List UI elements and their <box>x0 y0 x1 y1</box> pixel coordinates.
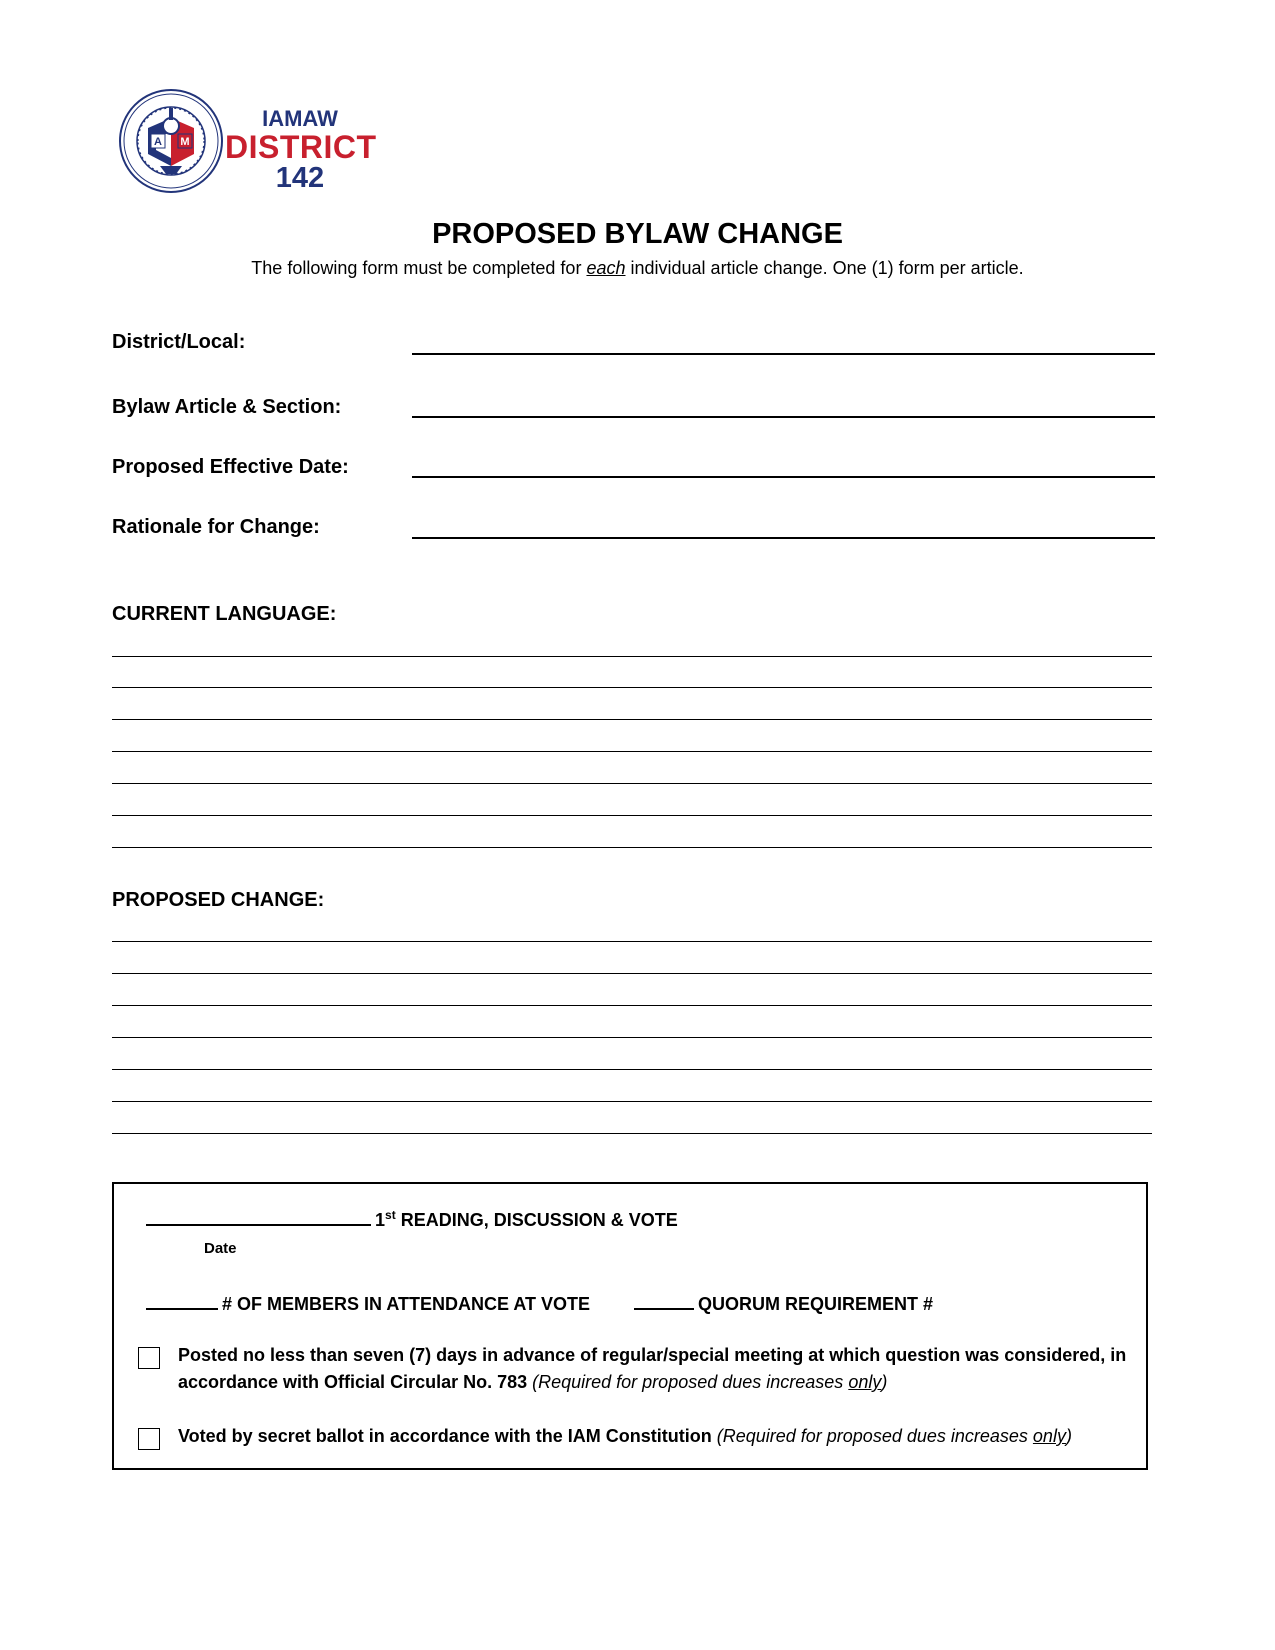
proposed-change-line[interactable] <box>112 1037 1152 1038</box>
logo-district: DISTRICT <box>225 129 377 165</box>
field-label-article-section: Bylaw Article & Section: <box>112 396 342 418</box>
posted-line-1: Posted no less than seven (7) days in advance of regular/special meeting at which question was considered, in <box>178 1345 1127 1365</box>
iam-seal-icon <box>118 88 224 194</box>
proposed-change-line[interactable] <box>112 1005 1152 1006</box>
current-language-line[interactable] <box>112 687 1152 688</box>
posted-note-close: ) <box>881 1372 888 1392</box>
posted-checkbox[interactable] <box>138 1347 160 1369</box>
proposed-change-line[interactable] <box>112 1101 1152 1102</box>
posted-line-2-bold: accordance with Official Circular No. 783 <box>178 1372 533 1392</box>
district-logo <box>118 88 378 198</box>
field-label-district-local: District/Local: <box>112 331 246 353</box>
posted-line-2 <box>178 1369 1138 1396</box>
proposed-change-line[interactable] <box>112 973 1152 974</box>
reading-suffix: st <box>385 1208 396 1222</box>
date-caption: Date <box>204 1240 237 1257</box>
logo-number: 142 <box>275 162 325 194</box>
secret-ballot-checkbox[interactable] <box>138 1428 160 1450</box>
seal-letter-m: M <box>180 136 190 148</box>
posted-line-2-note <box>532 1372 887 1392</box>
secret-ballot-note-text: (Required for proposed dues increases <box>716 1426 1033 1446</box>
field-label-effective-date: Proposed Effective Date: <box>112 456 349 478</box>
logo-wordmark <box>225 108 375 193</box>
current-language-line[interactable] <box>112 719 1152 720</box>
page-subtitle <box>0 258 1275 279</box>
vote-record-box <box>112 1182 1148 1470</box>
proposed-change-line[interactable] <box>112 1133 1152 1134</box>
current-language-line[interactable] <box>112 815 1152 816</box>
posted-note-only: only <box>848 1372 882 1392</box>
page-title: PROPOSED BYLAW CHANGE <box>432 218 843 250</box>
field-line-article-section[interactable] <box>412 416 1155 418</box>
reading-date-line[interactable] <box>146 1210 371 1226</box>
current-language-line[interactable] <box>112 847 1152 848</box>
secret-ballot-note-only: only <box>1032 1426 1066 1446</box>
quorum-label: QUORUM REQUIREMENT # <box>698 1294 934 1314</box>
reading-label: READING, DISCUSSION & VOTE <box>395 1210 678 1230</box>
quorum-row <box>634 1294 933 1315</box>
subtitle-before: The following form must be completed for <box>251 258 587 278</box>
secret-ballot-label <box>178 1423 1138 1450</box>
members-count-line[interactable] <box>146 1294 218 1310</box>
posted-note-text: (Required for proposed dues increases <box>532 1372 849 1392</box>
current-language-line[interactable] <box>112 783 1152 784</box>
proposed-change-heading: PROPOSED CHANGE: <box>112 889 325 911</box>
members-row <box>146 1294 590 1315</box>
current-language-line[interactable] <box>112 656 1152 657</box>
posted-checkbox-label <box>178 1342 1138 1396</box>
proposed-change-line[interactable] <box>112 1069 1152 1070</box>
subtitle-after: individual article change. One (1) form per article. <box>625 258 1024 278</box>
field-label-rationale: Rationale for Change: <box>112 516 320 538</box>
secret-ballot-note-close: ) <box>1065 1426 1072 1446</box>
proposed-change-line[interactable] <box>112 941 1152 942</box>
current-language-line[interactable] <box>112 751 1152 752</box>
secret-ballot-bold: Voted by secret ballot in accordance with the IAM Constitution <box>178 1426 717 1446</box>
quorum-count-line[interactable] <box>634 1294 694 1310</box>
field-line-rationale[interactable] <box>412 537 1155 539</box>
logo-iamaw: IAMAW <box>262 106 338 131</box>
seal-letter-a: A <box>154 136 162 148</box>
field-line-district-local[interactable] <box>412 353 1155 355</box>
secret-ballot-note <box>717 1426 1072 1446</box>
members-label: # OF MEMBERS IN ATTENDANCE AT VOTE <box>222 1294 591 1314</box>
subtitle-emphasis: each <box>586 258 626 278</box>
field-line-effective-date[interactable] <box>412 476 1155 478</box>
reading-number: 1 <box>375 1210 386 1230</box>
current-language-heading: CURRENT LANGUAGE: <box>112 603 337 625</box>
reading-row <box>146 1208 678 1231</box>
